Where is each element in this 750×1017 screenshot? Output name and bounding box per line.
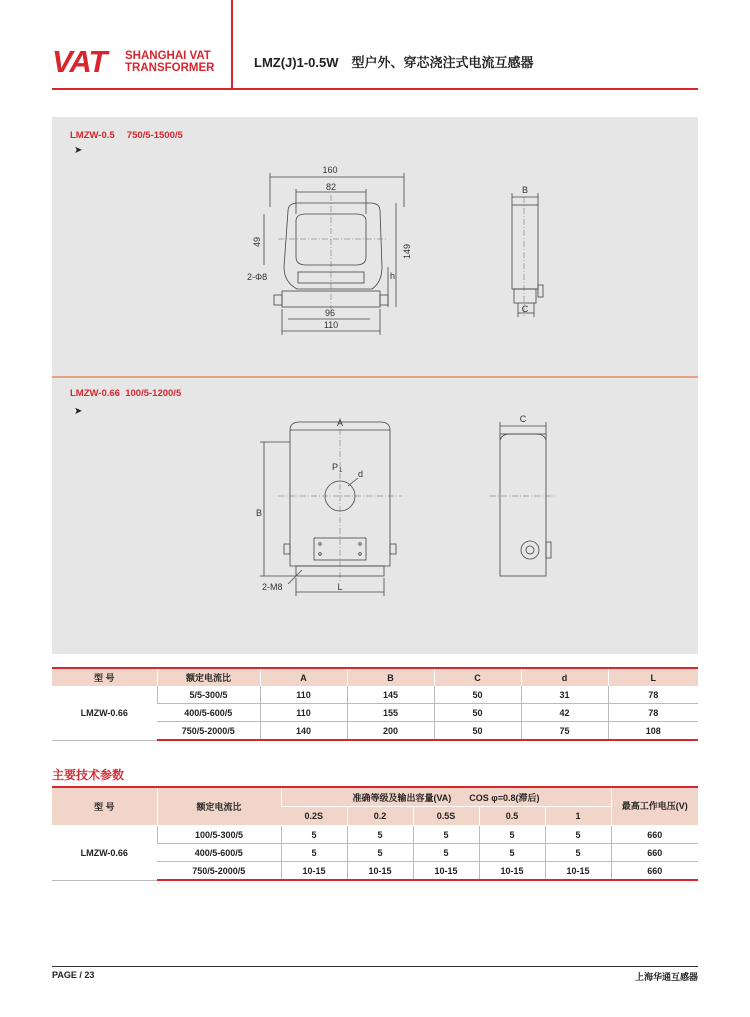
table-cell: 145 bbox=[347, 686, 434, 704]
table-cell: 110 bbox=[260, 704, 347, 722]
table-cell: 75 bbox=[521, 722, 608, 741]
header-divider bbox=[52, 88, 698, 90]
bullet-arrow-icon: ➤ bbox=[74, 406, 83, 417]
header-A: A bbox=[260, 668, 347, 686]
table-cell: 5 bbox=[281, 826, 347, 844]
header-d: d bbox=[521, 668, 608, 686]
table-cell: 10-15 bbox=[281, 862, 347, 881]
dim-holes: 2-M8 bbox=[262, 582, 283, 592]
dim-d: d bbox=[358, 469, 364, 479]
company-name bbox=[125, 50, 214, 74]
table-cell: 10-15 bbox=[479, 862, 545, 881]
footer-divider bbox=[52, 966, 698, 967]
table-cell: 660 bbox=[611, 862, 698, 881]
header-class: 0.5 bbox=[479, 807, 545, 826]
drawing-panel-2 bbox=[52, 378, 698, 654]
header-accuracy: 准确等级及输出容量(VA) COS φ=0.8(滞后) bbox=[281, 787, 611, 807]
dim-L: L bbox=[337, 582, 343, 592]
table-cell: 50 bbox=[434, 686, 521, 704]
drawing-2 bbox=[52, 378, 698, 654]
table-cell: 50 bbox=[434, 722, 521, 741]
dim-110: 110 bbox=[323, 320, 339, 330]
table-cell: 100/5-300/5 bbox=[157, 826, 281, 844]
dim-holes: 2-Φ8 bbox=[247, 272, 268, 282]
logo: VAT bbox=[52, 44, 107, 79]
table-row bbox=[52, 826, 698, 844]
table-cell: 660 bbox=[611, 844, 698, 862]
table-cell: 750/5-2000/5 bbox=[157, 862, 281, 881]
table-header-row bbox=[52, 787, 698, 807]
table-cell: 78 bbox=[608, 686, 698, 704]
table-cell: 660 bbox=[611, 826, 698, 844]
table-cell: 5 bbox=[413, 826, 479, 844]
table-cell: 155 bbox=[347, 704, 434, 722]
company-line-1: SHANGHAI VAT bbox=[125, 50, 211, 62]
header-voltage: 最高工作电压(V) bbox=[611, 787, 698, 826]
header-ratio: 额定电流比 bbox=[157, 668, 260, 686]
header-class: 0.2S bbox=[281, 807, 347, 826]
company-line-2: TRANSFORMER bbox=[125, 62, 215, 74]
header-L: L bbox=[608, 668, 698, 686]
panel-1-label: LMZW-0.5 750/5-1500/5 bbox=[70, 130, 183, 141]
table-row bbox=[52, 686, 698, 704]
header-B: B bbox=[347, 668, 434, 686]
dim-149: 149 bbox=[402, 243, 412, 259]
table-cell: 110 bbox=[260, 686, 347, 704]
dim-h: h bbox=[390, 271, 396, 281]
section-title: 主要技术参数 bbox=[52, 768, 125, 782]
bullet-arrow-icon: ➤ bbox=[74, 145, 83, 156]
table-cell: 5 bbox=[347, 844, 413, 862]
table-cell: 42 bbox=[521, 704, 608, 722]
table-cell: 10-15 bbox=[413, 862, 479, 881]
spec-table bbox=[52, 786, 698, 881]
table-cell: 5/5-300/5 bbox=[157, 686, 260, 704]
table-cell: 78 bbox=[608, 704, 698, 722]
table-cell: 50 bbox=[434, 704, 521, 722]
page-title: LMZ(J)1-0.5W 型户外、穿芯浇注式电流互感器 bbox=[254, 55, 534, 70]
dim-B: B bbox=[256, 508, 263, 518]
header-ratio: 额定电流比 bbox=[157, 787, 281, 826]
drawing-1 bbox=[52, 117, 698, 376]
table-cell: 400/5-600/5 bbox=[157, 704, 260, 722]
table-header-row bbox=[52, 668, 698, 686]
table-cell: 200 bbox=[347, 722, 434, 741]
table-cell: 5 bbox=[545, 844, 611, 862]
dim-96: 96 bbox=[324, 308, 336, 318]
header-class: 0.5S bbox=[413, 807, 479, 826]
dim-B: B bbox=[521, 185, 529, 195]
header-class: 1 bbox=[545, 807, 611, 826]
table-cell: 400/5-600/5 bbox=[157, 844, 281, 862]
header-class: 0.2 bbox=[347, 807, 413, 826]
dim-49: 49 bbox=[252, 237, 262, 248]
panel-2-label: LMZW-0.66 100/5-1200/5 bbox=[70, 388, 182, 399]
table-cell: 750/5-2000/5 bbox=[157, 722, 260, 741]
table-cell: 5 bbox=[347, 826, 413, 844]
table-cell: 108 bbox=[608, 722, 698, 741]
table-cell: 5 bbox=[545, 826, 611, 844]
model-cell: LMZW-0.66 bbox=[52, 686, 157, 740]
table-cell: 31 bbox=[521, 686, 608, 704]
dimension-table bbox=[52, 667, 698, 741]
model-cell: LMZW-0.66 bbox=[52, 826, 157, 881]
table-cell: 5 bbox=[479, 826, 545, 844]
table-cell: 140 bbox=[260, 722, 347, 741]
footer-company: 上海华通互感器 bbox=[634, 972, 698, 982]
table-cell: 10-15 bbox=[545, 862, 611, 881]
dim-P: P bbox=[332, 462, 339, 472]
header-divider-vertical bbox=[231, 0, 233, 88]
dim-82: 82 bbox=[325, 182, 337, 192]
header-model: 型 号 bbox=[52, 668, 157, 686]
page-number: PAGE / 23 bbox=[52, 970, 95, 980]
dim-C: C bbox=[519, 414, 527, 424]
header-C: C bbox=[434, 668, 521, 686]
table-cell: 5 bbox=[281, 844, 347, 862]
table-cell: 5 bbox=[479, 844, 545, 862]
header-model: 型 号 bbox=[52, 787, 157, 826]
dim-A: A bbox=[336, 418, 344, 428]
drawing-panel-1 bbox=[52, 117, 698, 376]
dim-160: 160 bbox=[322, 165, 338, 175]
dim-C: C bbox=[521, 304, 529, 314]
table-cell: 10-15 bbox=[347, 862, 413, 881]
table-cell: 5 bbox=[413, 844, 479, 862]
dim-P-sub: 1 bbox=[339, 468, 343, 474]
